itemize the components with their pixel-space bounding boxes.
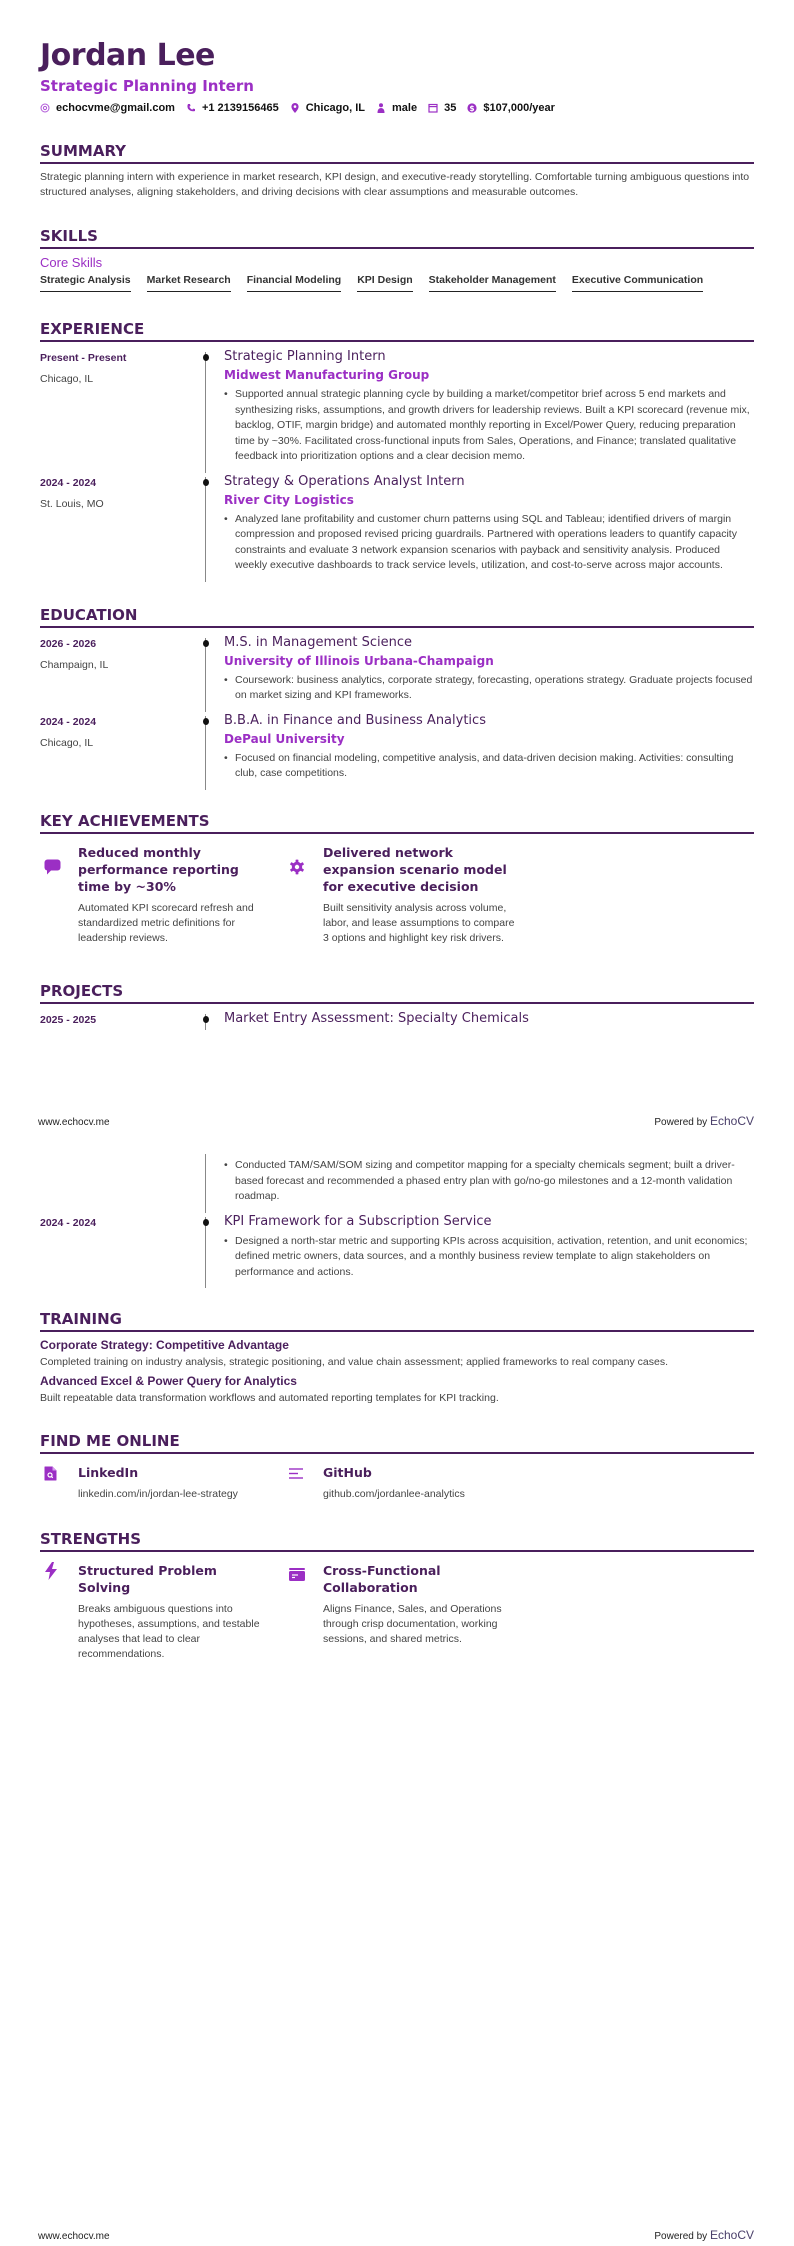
skill-tag: Stakeholder Management	[429, 274, 556, 292]
skills-section	[40, 227, 754, 300]
entry-organization: DePaul University	[224, 731, 345, 746]
education-section	[40, 606, 754, 790]
timeline-dot-icon	[203, 354, 209, 361]
achievement-title: Delivered network expansion scenario model for executive decision	[323, 844, 507, 894]
training-desc: Built repeatable data transformation workflows and automated reporting templates for KPI tracking.	[40, 1392, 499, 1404]
online-link-url[interactable]: github.com/jordanlee-analytics	[323, 1488, 465, 1500]
section-title: STRENGTHS	[40, 1530, 754, 1552]
strength-title: Structured Problem Solving	[78, 1563, 217, 1595]
page-footer	[38, 2228, 754, 2242]
timeline-dot-icon	[203, 1219, 209, 1226]
summary-text: Strategic planning intern with experience in market research, KPI design, and executive-ready storytelling. Comfortable turning ambiguous questions into structured analyses, aligning stakeholders, and driving decisions with clear assumptions and measurable outcomes.	[40, 171, 750, 198]
strength-title: Cross-Functional Collaboration	[323, 1563, 441, 1595]
footer-powered-by: Powered by EchoCV	[654, 1114, 754, 1128]
project-entry-continued	[40, 1150, 754, 1213]
entry-title: Strategic Planning Intern	[224, 349, 386, 364]
achievement-desc: Built sensitivity analysis across volume, labor, and lease assumptions to compare 3 options and highlight key risk drivers.	[323, 901, 515, 944]
online-link-title: GitHub	[323, 1465, 372, 1480]
online-link-card[interactable]	[40, 1464, 285, 1502]
training-title: Advanced Excel & Power Query for Analytics	[40, 1374, 297, 1388]
entry-bullet: • Designed a north-star metric and supporting KPIs across acquisition, activation, retention, and unit economics; defined metric owners, data sources, and a monthly business review template to align stakeholders on performance and actions.	[224, 1234, 754, 1281]
entry-bullet: • Coursework: business analytics, corporate strategy, forecasting, operations strategy. Graduate projects focused on market sizing and KPI frameworks.	[224, 673, 754, 704]
contact-list	[40, 102, 754, 114]
document-search-icon	[40, 1464, 78, 1502]
contact-age: 35	[428, 102, 456, 114]
entry-date: 2025 - 2025	[40, 1013, 97, 1026]
footer-powered-by: Powered by EchoCV	[654, 2228, 754, 2242]
projects-section	[40, 982, 754, 1030]
footer-site-link[interactable]: www.echocv.me	[38, 1117, 110, 1128]
education-entry	[40, 712, 754, 790]
strength-card	[285, 1562, 530, 1662]
phone-icon	[186, 103, 196, 113]
section-title: FIND ME ONLINE	[40, 1432, 754, 1454]
achievement-card	[40, 844, 285, 946]
entry-organization: University of Illinois Urbana-Champaign	[224, 653, 494, 668]
brand-link[interactable]: EchoCV	[709, 1114, 754, 1128]
resume-page-1	[40, 38, 754, 1030]
contact-email[interactable]: echocvme@gmail.com	[40, 102, 175, 114]
training-title: Corporate Strategy: Competitive Advantage	[40, 1338, 289, 1352]
contact-gender: male	[376, 102, 417, 114]
contact-salary: $ $107,000/year	[467, 102, 555, 114]
summary-section	[40, 142, 754, 200]
entry-location: Champaign, IL	[40, 658, 109, 671]
entry-date: 2024 - 2024	[40, 715, 97, 728]
online-link-card[interactable]	[285, 1464, 530, 1502]
timeline-dot-icon	[203, 718, 209, 725]
section-title: SUMMARY	[40, 142, 754, 164]
entry-title: B.B.A. in Finance and Business Analytics	[224, 712, 486, 728]
skill-list	[40, 274, 754, 300]
card-icon	[285, 1562, 323, 1662]
section-title: EXPERIENCE	[40, 320, 754, 342]
page-footer	[38, 1114, 754, 1128]
experience-entry	[40, 348, 754, 473]
training-item	[40, 1338, 754, 1368]
section-title: SKILLS	[40, 227, 754, 249]
entry-bullet: • Focused on financial modeling, competitive analysis, and data-driven decision making. Activities: consulting club, case competitions.	[224, 751, 754, 782]
entry-bullet: • Analyzed lane profitability and customer churn patterns using SQL and Tableau; identified drivers of margin compression and proposed revised pricing guardrails. Partnered with operations leaders to quantify capacity constraints and evaluate 3 network expansion scenarios with payback and sensitivity analysis. Produced weekly executive dashboards to track service levels, utilization, and cost-to-serve across major accounts.	[224, 512, 754, 574]
section-title: KEY ACHIEVEMENTS	[40, 812, 754, 834]
entry-bullet: • Supported annual strategic planning cycle by building a market/competitor brief across 5 end markets and synthesizing risks, assumptions, and growth drivers for leadership reviews. Built a KPI scorecard (revenue mix, backlog, OTIF, margin bridge) and automated monthly reporting in Excel/Power Query, reducing preparation time by ~30%. Facilitated cross-functional inputs from Sales, Operations, and Finance; translated qualitative feedback into prioritization options and a clear decision memo.	[224, 387, 754, 465]
person-icon	[376, 103, 386, 113]
brand-link[interactable]: EchoCV	[709, 2228, 754, 2242]
achievement-desc: Automated KPI scorecard refresh and standardized metric definitions for leadership reviews.	[78, 901, 254, 944]
timeline-dot-icon	[203, 1016, 209, 1023]
skill-tag: Strategic Analysis	[40, 274, 131, 292]
resume-page-2	[40, 1150, 754, 1662]
training-item	[40, 1374, 754, 1404]
entry-title: KPI Framework for a Subscription Service	[224, 1213, 492, 1229]
experience-entry	[40, 473, 754, 582]
skill-tag: KPI Design	[357, 274, 412, 292]
training-section	[40, 1310, 754, 1404]
speech-bubble-icon	[40, 844, 78, 946]
svg-text:$: $	[469, 103, 475, 113]
entry-title: Market Entry Assessment: Specialty Chemicals	[224, 1010, 529, 1026]
training-desc: Completed training on industry analysis, strategic positioning, and value chain assessment; applied frameworks to real company cases.	[40, 1356, 668, 1368]
candidate-role: Strategic Planning Intern	[40, 77, 254, 95]
footer-site-link[interactable]: www.echocv.me	[38, 2231, 110, 2242]
gear-icon	[285, 844, 323, 946]
lightning-icon	[40, 1562, 78, 1662]
entry-bullet: • Conducted TAM/SAM/SOM sizing and competitor mapping for a specialty chemicals segment; built a driver-based forecast and recommended a phased entry plan with go/no-go milestones and a 12-month validation roadmap.	[224, 1158, 754, 1205]
project-entry	[40, 1010, 754, 1030]
section-title: EDUCATION	[40, 606, 754, 628]
entry-location: Chicago, IL	[40, 736, 94, 749]
entry-location: Chicago, IL	[40, 373, 94, 385]
project-entry	[40, 1213, 754, 1289]
at-icon	[40, 103, 50, 113]
strength-desc: Aligns Finance, Sales, and Operations through crisp documentation, working sessions, and shared metrics.	[323, 1603, 502, 1645]
entry-location: St. Louis, MO	[40, 497, 104, 510]
online-link-title: LinkedIn	[78, 1465, 139, 1480]
entry-title: M.S. in Management Science	[224, 634, 413, 650]
contact-location: Chicago, IL	[290, 102, 365, 114]
contact-phone[interactable]: +1 2139156465	[186, 102, 279, 114]
strengths-section	[40, 1530, 754, 1662]
skill-tag: Financial Modeling	[247, 274, 342, 292]
calendar-icon	[428, 103, 438, 113]
skill-tag: Executive Communication	[572, 274, 703, 292]
achievements-section	[40, 812, 754, 946]
entry-date: 2024 - 2024	[40, 1216, 97, 1229]
menu-lines-icon	[285, 1464, 323, 1502]
skills-subhead: Core Skills	[40, 255, 103, 270]
skill-tag: Market Research	[147, 274, 231, 292]
strength-card	[40, 1562, 285, 1662]
achievement-card	[285, 844, 530, 946]
section-title: TRAINING	[40, 1310, 754, 1332]
education-entry	[40, 634, 754, 712]
achievement-title: Reduced monthly performance reporting time by ~30%	[78, 844, 239, 894]
online-link-url[interactable]: linkedin.com/in/jordan-lee-strategy	[78, 1488, 238, 1500]
candidate-name: Jordan Lee	[40, 38, 215, 73]
timeline-dot-icon	[203, 640, 209, 647]
section-title: PROJECTS	[40, 982, 754, 1004]
timeline-dot-icon	[203, 479, 209, 486]
entry-organization: River City Logistics	[224, 492, 354, 507]
entry-date: 2026 - 2026	[40, 637, 97, 650]
entry-date: Present - Present	[40, 352, 127, 364]
dollar-icon	[467, 103, 477, 113]
strength-desc: Breaks ambiguous questions into hypotheses, assumptions, and testable analyses that lead to clear recommendations.	[78, 1603, 260, 1660]
header	[40, 38, 754, 114]
experience-section	[40, 320, 754, 582]
location-pin-icon	[290, 103, 300, 113]
online-section	[40, 1432, 754, 1502]
entry-organization: Midwest Manufacturing Group	[224, 368, 430, 382]
entry-date: 2024 - 2024	[40, 476, 97, 489]
entry-title: Strategy & Operations Analyst Intern	[224, 473, 465, 489]
